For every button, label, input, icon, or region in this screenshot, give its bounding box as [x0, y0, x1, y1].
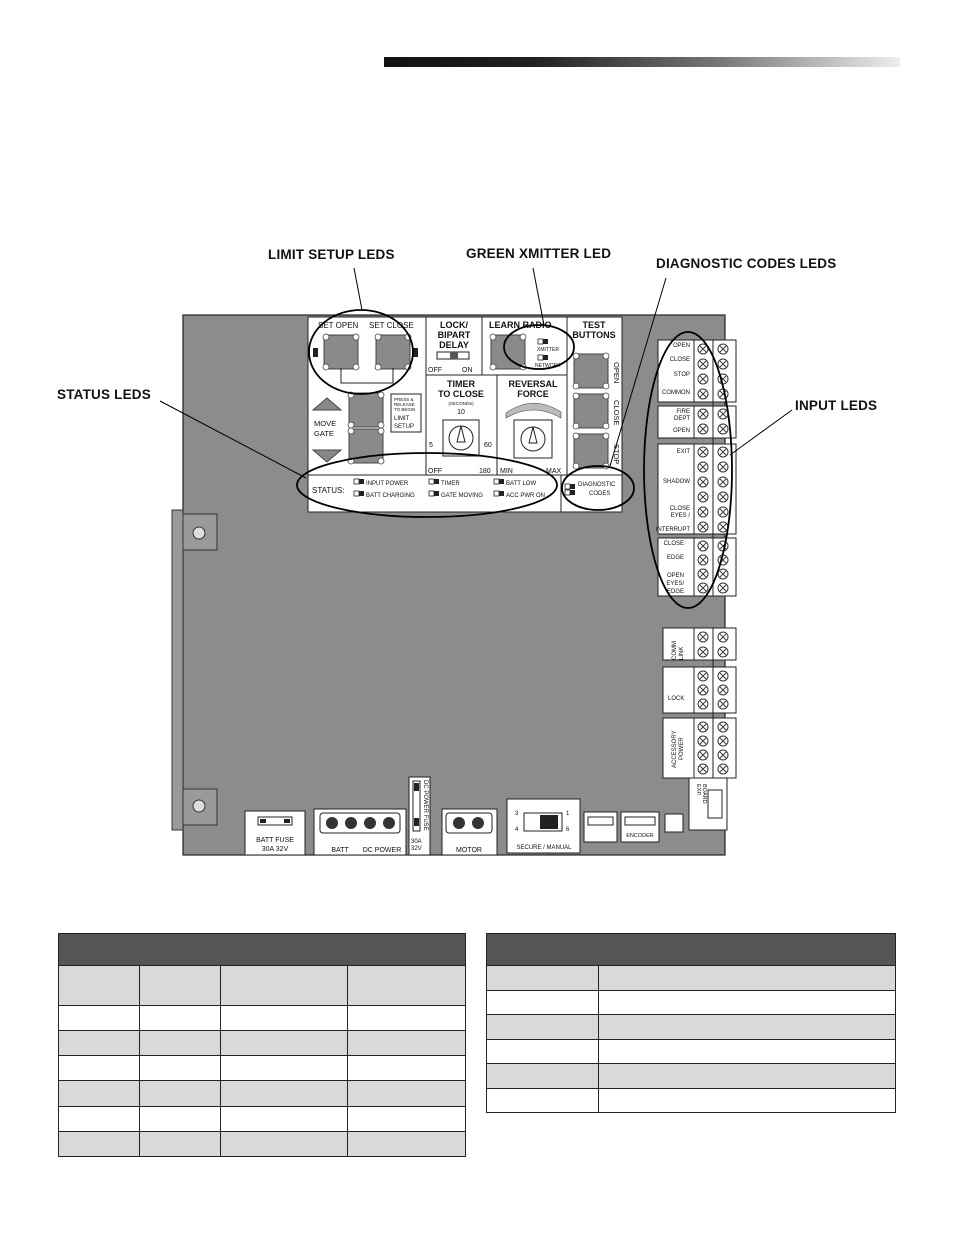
svg-text:EXIT: EXIT — [676, 449, 690, 455]
svg-text:5: 5 — [429, 442, 433, 449]
test-stop-button — [573, 433, 609, 469]
terminal-screw — [718, 736, 728, 746]
svg-text:32V: 32V — [411, 846, 422, 852]
svg-text:DIAGNOSTIC: DIAGNOSTIC — [578, 482, 616, 488]
svg-text:EDGE: EDGE — [666, 589, 684, 595]
svg-text:TEST: TEST — [582, 320, 606, 330]
svg-text:BIPART: BIPART — [437, 330, 471, 340]
set-open-label: SET OPEN — [318, 321, 359, 330]
svg-text:ON: ON — [462, 367, 473, 374]
svg-text:STOP: STOP — [612, 444, 621, 465]
terminal-screw — [718, 722, 728, 732]
svg-text:OPEN: OPEN — [672, 343, 690, 349]
terminal-screw — [718, 671, 728, 681]
svg-text:DELAY: DELAY — [439, 340, 469, 350]
terminal-screw — [718, 750, 728, 760]
svg-text:CLOSE: CLOSE — [612, 400, 621, 426]
svg-text:CLOSE: CLOSE — [663, 541, 684, 547]
terminal-screw — [698, 492, 708, 502]
move-gate-open-button — [348, 392, 384, 428]
svg-text:EDGE: EDGE — [666, 555, 684, 561]
callout-limit-setup-leds: LIMIT SETUP LEDS — [268, 247, 395, 262]
terminal-screw — [718, 359, 728, 369]
svg-text:BOARD: BOARD — [701, 784, 707, 804]
terminal-screw — [718, 462, 728, 472]
terminal-screw — [718, 522, 728, 532]
terminal-screw — [698, 671, 708, 681]
svg-text:3: 3 — [515, 811, 519, 817]
terminal-screw — [718, 447, 728, 457]
svg-text:DC POWER FUSE: DC POWER FUSE — [422, 780, 428, 831]
svg-text:LOCK/: LOCK/ — [440, 320, 468, 330]
svg-text:XMITTER: XMITTER — [537, 347, 559, 353]
svg-text:EYES /: EYES / — [670, 513, 690, 519]
svg-text:EXP.: EXP. — [695, 784, 701, 796]
terminal-screw — [718, 685, 728, 695]
terminal-screw — [698, 632, 708, 642]
svg-text:FIRE: FIRE — [676, 409, 690, 415]
svg-text:(SECONDS): (SECONDS) — [448, 401, 474, 406]
set-close-button — [375, 334, 411, 370]
terminal-screw — [698, 507, 708, 517]
terminal-screw — [698, 685, 708, 695]
svg-text:SETUP: SETUP — [394, 424, 415, 430]
terminal-screw — [698, 647, 708, 657]
terminal-screw — [718, 583, 728, 593]
terminal-screw — [718, 569, 728, 579]
svg-text:BATT LOW: BATT LOW — [506, 481, 537, 487]
table-right-header — [487, 934, 896, 966]
terminal-screw — [718, 477, 728, 487]
svg-text:OPEN: OPEN — [672, 428, 690, 434]
svg-text:10: 10 — [457, 409, 465, 416]
svg-text:TO CLOSE: TO CLOSE — [438, 389, 484, 399]
terminal-screw — [698, 359, 708, 369]
svg-text:POWER: POWER — [679, 737, 685, 760]
terminal-screw — [718, 389, 728, 399]
svg-text:TIMER: TIMER — [447, 379, 475, 389]
svg-text:PRESS &: PRESS & — [394, 397, 414, 402]
svg-text:BATT: BATT — [331, 847, 349, 854]
terminal-screw — [698, 750, 708, 760]
svg-text:TIMER: TIMER — [441, 481, 460, 487]
terminal-screw — [698, 374, 708, 384]
svg-text:ACCESSORY: ACCESSORY — [672, 730, 678, 768]
terminal-screw — [718, 541, 728, 551]
terminal-screw — [698, 764, 708, 774]
terminal-screw — [718, 647, 728, 657]
svg-text:GATE MOVING: GATE MOVING — [441, 493, 483, 499]
terminal-screw — [698, 583, 708, 593]
svg-text:FORCE: FORCE — [517, 389, 549, 399]
terminal-screw — [698, 736, 708, 746]
svg-text:ACC PWR ON: ACC PWR ON — [506, 493, 545, 499]
terminal-screw — [718, 764, 728, 774]
svg-text:COMMON: COMMON — [662, 390, 690, 396]
terminal-screw — [718, 424, 728, 434]
callout-status-leds: STATUS LEDS — [57, 387, 151, 402]
svg-text:LOCK: LOCK — [668, 696, 685, 702]
svg-text:BATT CHARGING: BATT CHARGING — [366, 493, 415, 499]
terminal-screw — [698, 477, 708, 487]
svg-text:6: 6 — [566, 827, 570, 833]
terminal-screw — [718, 507, 728, 517]
svg-text:OPEN: OPEN — [666, 573, 684, 579]
terminal-screw — [698, 424, 708, 434]
terminal-screw — [698, 699, 708, 709]
terminal-screw — [698, 569, 708, 579]
terminal-screw — [698, 447, 708, 457]
callout-input-leds: INPUT LEDS — [795, 398, 878, 413]
terminal-screw — [718, 344, 728, 354]
learn-radio-button — [490, 334, 526, 370]
svg-text:OPEN: OPEN — [612, 362, 621, 384]
svg-text:1: 1 — [566, 811, 570, 817]
set-close-label: SET CLOSE — [369, 321, 414, 330]
terminal-screw — [698, 409, 708, 419]
table-right — [486, 933, 896, 1113]
terminal-screw — [718, 632, 728, 642]
svg-text:BATT FUSE: BATT FUSE — [256, 837, 294, 844]
terminal-screw — [698, 541, 708, 551]
terminal-screw — [698, 522, 708, 532]
svg-text:OFF: OFF — [428, 468, 442, 475]
svg-text:INTERRUPT: INTERRUPT — [655, 527, 690, 533]
svg-text:180: 180 — [479, 468, 491, 475]
svg-text:REVERSAL: REVERSAL — [508, 379, 558, 389]
status-label: STATUS: — [312, 486, 345, 495]
svg-text:STOP: STOP — [673, 372, 690, 378]
svg-text:MOTOR: MOTOR — [456, 847, 482, 854]
svg-text:EYES/: EYES/ — [666, 581, 684, 587]
svg-text:30A 32V: 30A 32V — [261, 846, 289, 853]
svg-text:BUTTONS: BUTTONS — [572, 330, 616, 340]
limit-open-led — [313, 348, 318, 357]
callout-green-xmitter-led: GREEN XMITTER LED — [466, 246, 612, 261]
svg-text:MAX: MAX — [546, 468, 562, 475]
svg-text:4: 4 — [515, 827, 519, 833]
svg-text:SHADOW: SHADOW — [663, 479, 690, 485]
svg-text:LINK: LINK — [679, 646, 685, 660]
terminal-screw — [698, 555, 708, 565]
terminal-screw — [698, 462, 708, 472]
move-gate-label-2: GATE — [314, 429, 334, 438]
svg-text:LEARN RADIO: LEARN RADIO — [489, 320, 552, 330]
svg-text:NETWORK: NETWORK — [535, 363, 561, 369]
svg-text:DEPT: DEPT — [673, 416, 690, 422]
test-open-button — [573, 353, 609, 389]
terminal-screw — [718, 699, 728, 709]
table-left-header — [59, 934, 466, 966]
table-left — [58, 933, 466, 1157]
svg-text:60: 60 — [484, 442, 492, 449]
svg-text:OFF: OFF — [428, 367, 442, 374]
svg-text:SECURE / MANUAL: SECURE / MANUAL — [516, 845, 572, 851]
svg-text:LIMIT: LIMIT — [394, 416, 410, 422]
test-close-button — [573, 393, 609, 429]
terminal-screw — [698, 722, 708, 732]
terminal-screw — [718, 492, 728, 502]
svg-text:CLOSE: CLOSE — [669, 506, 690, 512]
svg-text:MIN: MIN — [500, 468, 513, 475]
terminal-screw — [698, 389, 708, 399]
svg-text:30A: 30A — [411, 839, 422, 845]
svg-text:CODES: CODES — [589, 491, 611, 497]
svg-text:RELEASE: RELEASE — [394, 402, 415, 407]
svg-text:ENCODER: ENCODER — [626, 833, 654, 839]
svg-text:COMM: COMM — [672, 641, 678, 660]
callout-diagnostic-codes-leds: DIAGNOSTIC CODES LEDS — [656, 256, 837, 271]
terminal-screw — [718, 409, 728, 419]
set-open-button — [323, 334, 359, 370]
svg-text:CLOSE: CLOSE — [669, 357, 690, 363]
svg-text:DC POWER: DC POWER — [362, 847, 402, 854]
move-gate-label-1: MOVE — [314, 419, 337, 428]
svg-text:TO BEGIN: TO BEGIN — [394, 407, 416, 412]
svg-text:INPUT POWER: INPUT POWER — [366, 481, 409, 487]
